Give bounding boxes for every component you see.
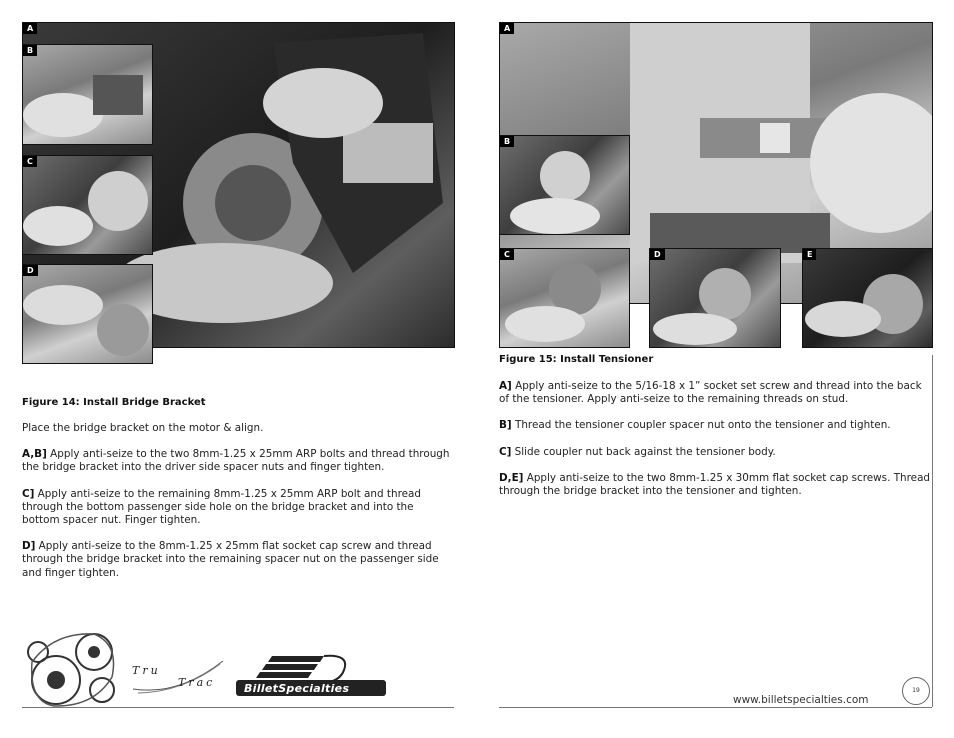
step-c: C] Apply anti-seize to the remaining 8mm-1.25 x 25mm ARP bolt and thread through the bottom passenger side hole on the bridge bracket and into the bottom spacer nut. Finger tighten.: [22, 487, 421, 527]
page-number: [902, 677, 930, 705]
page-number-text: 19: [912, 687, 920, 694]
step-ab: A,B] Apply anti-seize to the two 8mm-1.25 x 25mm ARP bolts and thread through the bridge bracket into the driver side spacer nuts and finger tighten.: [22, 448, 450, 474]
footer-divider-right: [499, 707, 932, 708]
figure-15-photo-d: [649, 248, 781, 348]
billet-specialties-logo: [232, 652, 390, 700]
step-c: C] Slide coupler nut back against the tensioner body.: [499, 445, 776, 458]
figure-14-caption: Figure 14: Install Bridge Bracket: [22, 397, 206, 408]
trac-text: Trac: [178, 676, 216, 689]
right-margin-rule: [932, 355, 933, 707]
step-a: A] Apply anti-seize to the 5/16-18 x 1” socket set screw and thread into the back of the tensioner. Apply anti-seize to the remaining threads on stud.: [499, 380, 922, 406]
step-b: B] Thread the tensioner coupler spacer nut onto the tensioner and tighten.: [499, 419, 891, 432]
tru-trac-logo: [128, 656, 228, 696]
figure-15-photo-b: [499, 135, 630, 235]
billet-brand-text: BilletSpecialties: [244, 682, 350, 695]
figure-14-photo-c: [22, 155, 153, 255]
photo-label-b: B: [500, 136, 514, 147]
pulley-system-logo: [24, 622, 124, 710]
photo-label-a: A: [23, 23, 37, 34]
right-instructions: [499, 380, 931, 511]
website-url[interactable]: www.billetspecialties.com: [733, 694, 869, 706]
photo-label-e: E: [803, 249, 816, 260]
photo-label-a: A: [500, 23, 514, 34]
left-instructions: [22, 422, 452, 593]
step-de: D,E] Apply anti-seize to the two 8mm-1.25 x 30mm flat socket cap screws. Thread through the bridge bracket into the tensioner and tighten.: [499, 471, 931, 498]
photo-label-d: D: [650, 249, 665, 260]
intro-text: Place the bridge bracket on the motor & align.: [22, 422, 264, 434]
figure-15-caption: Figure 15: Install Tensioner: [499, 354, 654, 365]
photo-label-d: D: [23, 265, 38, 276]
figure-15-photo-c: [499, 248, 630, 348]
figure-14-photo-b: [22, 44, 153, 145]
step-d: D] Apply anti-seize to the 8mm-1.25 x 25mm flat socket cap screw and thread through the bridge bracket into the remaining spacer nut on the passenger side and finger tighten.: [22, 540, 439, 579]
photo-label-c: C: [500, 249, 514, 260]
photo-label-c: C: [23, 156, 37, 167]
footer-divider-left: [22, 707, 454, 708]
photo-label-b: B: [23, 45, 37, 56]
tru-text: Tru: [132, 664, 161, 677]
figure-15-photo-e: [802, 248, 933, 348]
figure-14-photo-d: [22, 264, 153, 364]
